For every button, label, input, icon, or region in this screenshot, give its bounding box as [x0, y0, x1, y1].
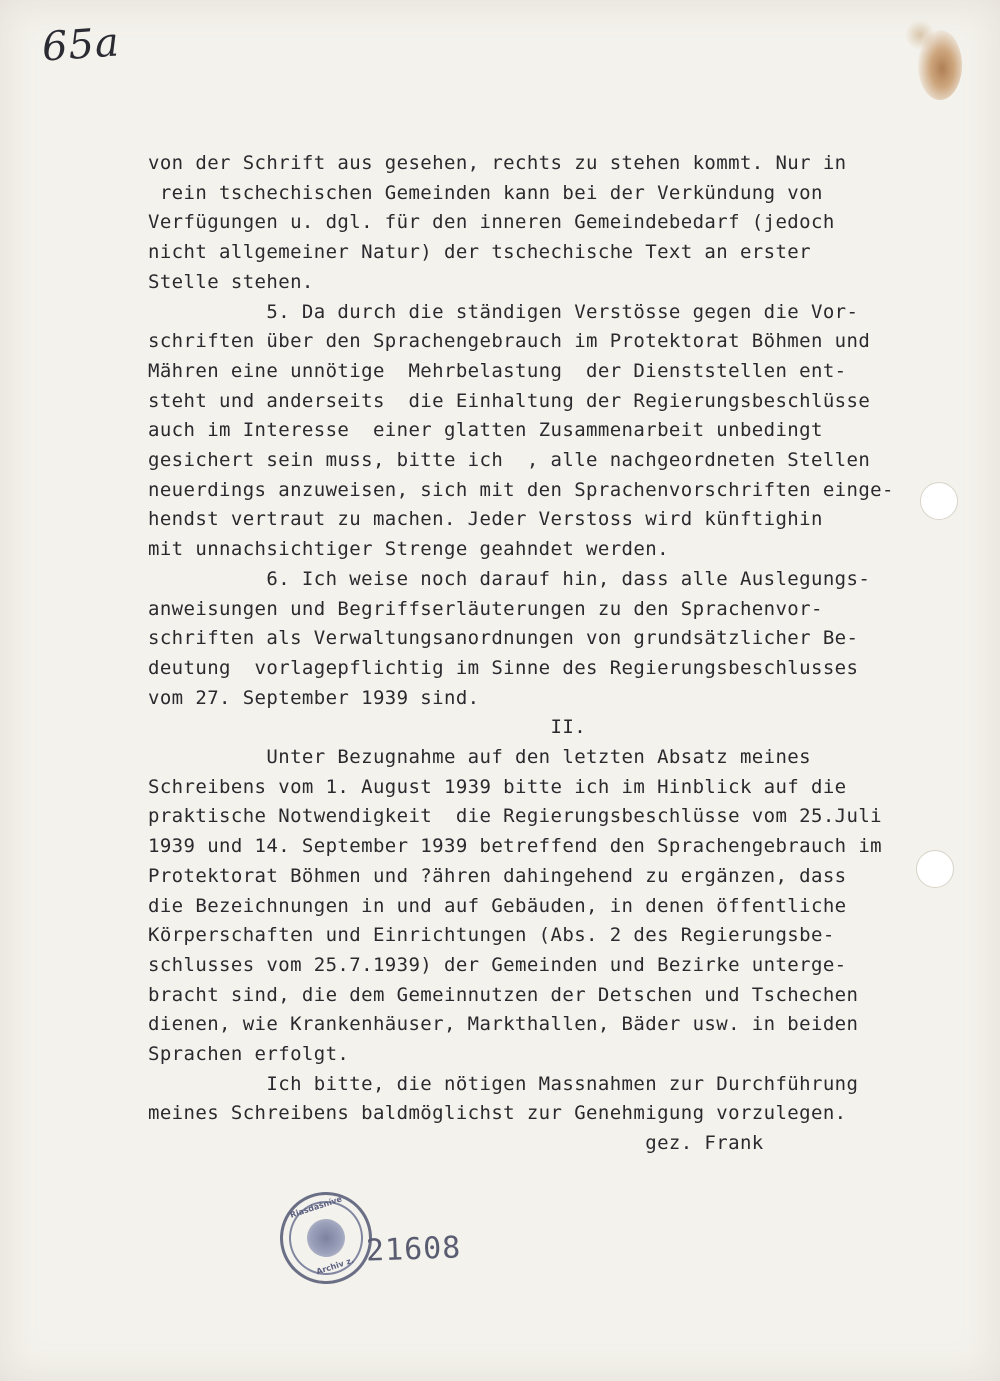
text-line: Protektorat Böhmen und ?ähren dahingehend zu ergänzen, dass: [148, 864, 847, 887]
text-line: auch im Interesse einer glatten Zusammenarbeit unbedingt: [148, 419, 823, 442]
text-line: dienen, wie Krankenhäuser, Markthallen, Bäder usw. in beiden: [148, 1013, 859, 1036]
text-line: II.: [148, 716, 587, 739]
text-line: gesichert sein muss, bitte ich , alle nachgeordneten Stellen: [148, 449, 871, 471]
text-line: Schreibens vom 1. August 1939 bitte ich im Hinblick auf die: [148, 775, 847, 798]
text-line: praktische Notwendigkeit die Regierungsbeschlüsse vom 25.Juli: [148, 805, 883, 828]
text-line: 6. Ich weise noch darauf hin, dass alle Auslegungs-: [148, 567, 871, 590]
text-line: von der Schrift aus gesehen, rechts zu stehen kommt. Nur in: [148, 152, 847, 174]
text-line: anweisungen und Begriffserläuterungen zu den Sprachenvor-: [148, 597, 823, 620]
text-line: Verfügungen u. dgl. für den inneren Gemeindebedarf (jedoch: [148, 211, 835, 234]
text-line: schriften als Verwaltungsanordnungen von grundsätzlicher Be-: [148, 627, 859, 650]
text-line: gez. Frank: [148, 1132, 764, 1155]
text-line: deutung vorlagepflichtig im Sinne des Regierungsbeschlusses: [148, 656, 859, 679]
text-line: schlusses vom 25.7.1939) der Gemeinden und Bezirke unterge-: [148, 953, 847, 976]
archive-number: 21608: [365, 1230, 462, 1269]
handwritten-page-number: 65a: [40, 19, 122, 71]
text-line: die Bezeichnungen in und auf Gebäuden, in denen öffentliche: [148, 894, 847, 917]
text-line: Unter Bezugnahme auf den letzten Absatz meines: [148, 746, 811, 768]
text-line: 5. Da durch die ständigen Verstösse gegen die Vor-: [148, 300, 859, 323]
text-line: Stelle stehen.: [148, 270, 314, 293]
text-line: meines Schreibens baldmöglichst zur Genehmigung vorzulegen.: [148, 1102, 847, 1125]
text-line: Mähren eine unnötige Mehrbelastung der Dienststellen ent-: [148, 359, 847, 382]
text-line: Sprachen erfolgt.: [148, 1043, 350, 1065]
text-line: hendst vertraut zu machen. Jeder Verstoss wird künftighin: [148, 508, 823, 531]
text-line: mit unnachsichtiger Strenge geahndet werden.: [148, 538, 669, 561]
text-line: bracht sind, die dem Gemeinnutzen der Detschen und Tschechen: [148, 983, 859, 1006]
text-line: nicht allgemeiner Natur) der tschechische Text an erster: [148, 241, 811, 264]
text-line: Ich bitte, die nötigen Massnahmen zur Durchführung: [148, 1072, 859, 1095]
text-line: vom 27. September 1939 sind.: [148, 686, 480, 709]
text-line: 1939 und 14. September 1939 betreffend den Sprachengebrauch im: [148, 835, 883, 858]
text-line: Körperschaften und Einrichtungen (Abs. 2 des Regierungsbe-: [148, 924, 835, 947]
stamp-emblem-icon: [302, 1214, 350, 1262]
stamp-text-bottom: Archiv z.: [315, 1255, 356, 1277]
text-line: neuerdings anzuweisen, sich mit den Sprachenvorschriften einge-: [148, 478, 894, 501]
text-line: rein tschechischen Gemeinden kann bei der Verkündung von: [148, 181, 823, 204]
text-line: steht und anderseits die Einhaltung der Regierungsbeschlüsse: [148, 389, 871, 412]
stamp-text-top: Riasdašníve: [288, 1194, 344, 1220]
text-line: schriften über den Sprachengebrauch im Protektorat Böhmen und: [148, 330, 871, 353]
